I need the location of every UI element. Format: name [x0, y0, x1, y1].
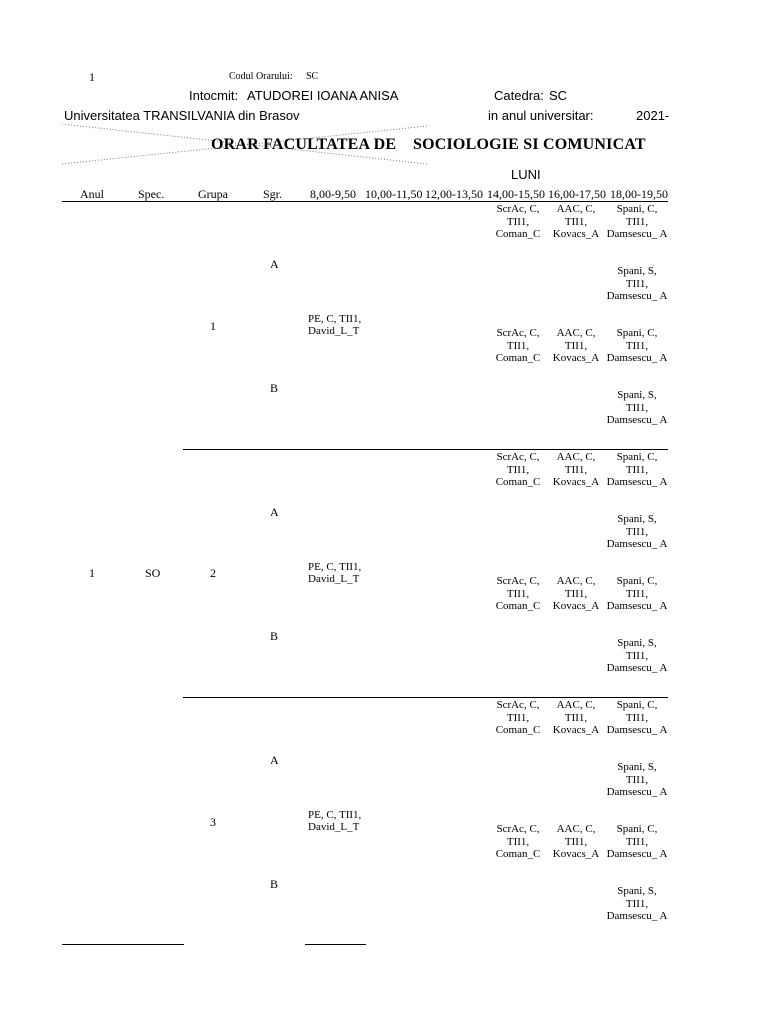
col-header-anul: Anul: [80, 187, 104, 201]
subgroup-3a-label: A: [270, 753, 279, 767]
course-aac-g2a: AAC, C, TII1, Kovacs_A: [552, 451, 600, 488]
group-separator-1b: [305, 449, 668, 450]
col-header-slot-3: 12,00-13,50: [425, 187, 483, 201]
course-aac-g2b: AAC, C, TII1, Kovacs_A: [552, 575, 600, 612]
course-aac-g1a: AAC, C, TII1, Kovacs_A: [552, 203, 600, 240]
col-header-spec: Spec.: [138, 187, 165, 201]
bottom-rule-left: [62, 944, 184, 945]
course-scrac-g1a: ScrAc, C, TII1, Coman_C: [495, 203, 541, 240]
catedra-label: Catedra:: [494, 88, 544, 103]
course-spani-s-g1b: Spani, S, TII1, Damsescu_ A: [606, 389, 668, 426]
course-spani-c-g2b: Spani, C, TII1, Damsescu_ A: [606, 575, 668, 612]
col-header-slot-6: 18,00-19,50: [610, 187, 668, 201]
course-scrac-g2a: ScrAc, C, TII1, Coman_C: [495, 451, 541, 488]
grupa-2-label: 2: [210, 566, 216, 580]
course-spani-s-g1a: Spani, S, TII1, Damsescu_ A: [606, 265, 668, 302]
group-separator-2b: [305, 697, 668, 698]
day-label: LUNI: [511, 167, 541, 182]
course-scrac-g1b: ScrAc, C, TII1, Coman_C: [495, 327, 541, 364]
cod-orar-value: SC: [306, 71, 319, 82]
group-separator-1a: [183, 449, 305, 450]
course-scrac-g2b: ScrAc, C, TII1, Coman_C: [495, 575, 541, 612]
page-title-left: ORAR FACULTATEA DE: [211, 136, 397, 153]
page-title-right: SOCIOLOGIE SI COMUNICAT: [413, 136, 646, 153]
spec-value: SO: [145, 566, 161, 580]
course-spani-c-g1b: Spani, C, TII1, Damsescu_ A: [606, 327, 668, 364]
course-aac-g3b: AAC, C, TII1, Kovacs_A: [552, 823, 600, 860]
course-pe-g3: PE, C, TII1, David_L_T: [308, 809, 362, 833]
col-header-sgr: Sgr.: [263, 187, 283, 201]
intocmit-value: ATUDOREI IOANA ANISA: [247, 88, 399, 103]
group-separator-2a: [183, 697, 305, 698]
course-pe-g1: PE, C, TII1, David_L_T: [308, 313, 362, 337]
course-spani-c-g3b: Spani, C, TII1, Damsescu_ A: [606, 823, 668, 860]
col-header-slot-1: 8,00-9,50: [310, 187, 356, 201]
col-header-slot-5: 16,00-17,50: [548, 187, 606, 201]
course-spani-c-g3a: Spani, C, TII1, Damsescu_ A: [606, 699, 668, 736]
academic-year-label: in anul universitar:: [488, 108, 594, 123]
course-spani-s-g2b: Spani, S, TII1, Damsescu_ A: [606, 637, 668, 674]
col-header-slot-2: 10,00-11,50: [365, 187, 423, 201]
catedra-value: SC: [549, 88, 568, 103]
course-pe-g2: PE, C, TII1, David_L_T: [308, 561, 362, 585]
university-name: Universitatea TRANSILVANIA din Brasov: [64, 108, 300, 123]
course-spani-c-g1a: Spani, C, TII1, Damsescu_ A: [606, 203, 668, 240]
course-aac-g1b: AAC, C, TII1, Kovacs_A: [552, 327, 600, 364]
subgroup-2b-label: B: [270, 629, 279, 643]
course-spani-s-g2a: Spani, S, TII1, Damsescu_ A: [606, 513, 668, 550]
col-header-slot-4: 14,00-15,50: [487, 187, 545, 201]
grupa-1-label: 1: [210, 319, 216, 333]
course-scrac-g3b: ScrAc, C, TII1, Coman_C: [495, 823, 541, 860]
subgroup-2a-label: A: [270, 505, 279, 519]
page-number: 1: [89, 70, 95, 84]
grupa-3-label: 3: [210, 815, 216, 829]
header-rule: [62, 201, 668, 202]
course-aac-g3a: AAC, C, TII1, Kovacs_A: [552, 699, 600, 736]
course-spani-s-g3a: Spani, S, TII1, Damsescu_ A: [606, 761, 668, 798]
subgroup-1b-label: B: [270, 381, 279, 395]
course-spani-s-g3b: Spani, S, TII1, Damsescu_ A: [606, 885, 668, 922]
academic-year-value: 2021-: [636, 108, 670, 123]
col-header-grupa: Grupa: [198, 187, 228, 201]
subgroup-3b-label: B: [270, 877, 279, 891]
anul-value: 1: [89, 566, 95, 580]
course-scrac-g3a: ScrAc, C, TII1, Coman_C: [495, 699, 541, 736]
intocmit-label: Intocmit:: [189, 88, 239, 103]
subgroup-1a-label: A: [270, 257, 279, 271]
cod-orar-label: Codul Orarului:: [229, 71, 293, 82]
course-spani-c-g2a: Spani, C, TII1, Damsescu_ A: [606, 451, 668, 488]
bottom-rule-mid: [305, 944, 366, 945]
